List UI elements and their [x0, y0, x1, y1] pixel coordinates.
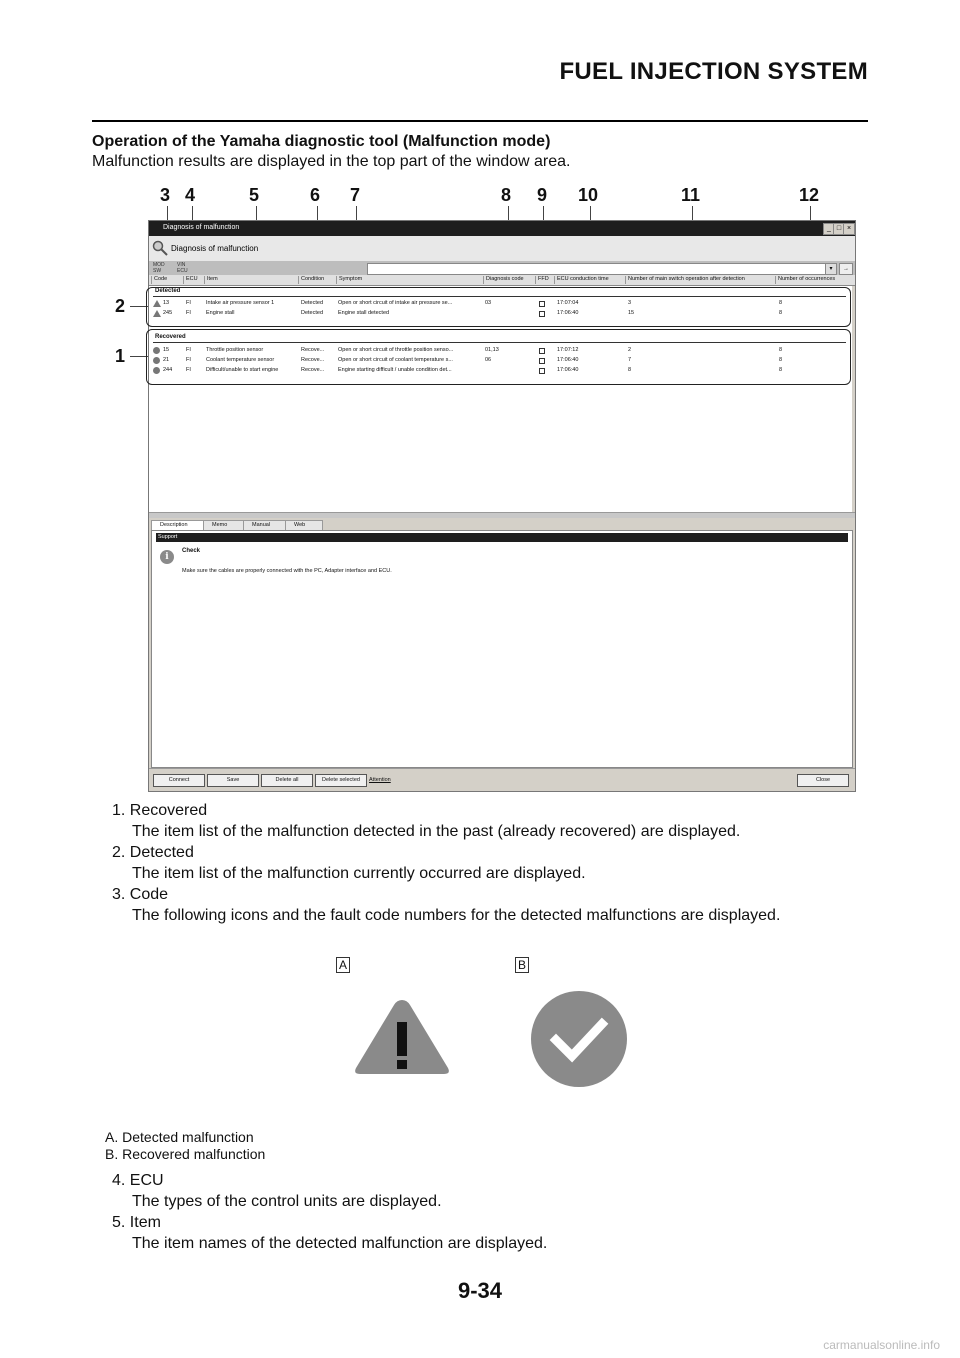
button-bar — [149, 768, 855, 791]
col-ecu[interactable]: ECU — [183, 276, 198, 284]
cell-code: 245 — [163, 310, 173, 316]
legend-a: A. Detected malfunction — [105, 1129, 254, 1145]
window-title: Diagnosis of malfunction — [163, 224, 240, 231]
callout-3: 3 — [160, 185, 171, 205]
filter-combo[interactable] — [367, 263, 837, 275]
cell-switch-count: 8 — [628, 367, 632, 373]
icon-legend — [105, 1129, 265, 1163]
info-line: VIN — [177, 262, 186, 268]
cell-occurrences: 8 — [779, 367, 783, 373]
check-circle-icon — [530, 990, 628, 1088]
callout-1: 1 — [115, 346, 126, 366]
cell-ecu: FI — [186, 310, 191, 316]
recovered-group-label: Recovered — [155, 334, 186, 340]
cell-item: Throttle position sensor — [206, 347, 264, 353]
cell-item: Coolant temperature sensor — [206, 357, 275, 363]
list-item-desc: The following icons and the fault code numbers for the detected malfunctions are displayed. — [132, 907, 781, 924]
tab-description[interactable]: Description — [151, 520, 207, 530]
cell-code: 15 — [163, 347, 170, 353]
callout-12: 12 — [799, 185, 820, 205]
chevron-down-icon[interactable]: ▾ — [825, 263, 837, 275]
cell-condition: Recove... — [301, 357, 325, 363]
list-item: 5. Item — [112, 1214, 161, 1231]
cell-diagnosis-code: 01,13 — [485, 347, 499, 353]
cell-time: 17:07:04 — [557, 300, 579, 306]
cell-switch-count: 7 — [628, 357, 632, 363]
cell-symptom: Engine stall detected — [338, 310, 390, 316]
tab-web[interactable]: Web — [285, 520, 323, 530]
col-code[interactable]: Code — [151, 276, 167, 284]
window-titlebar — [149, 221, 855, 236]
col-condition[interactable]: Condition — [298, 276, 324, 284]
cell-time: 17:06:40 — [557, 357, 579, 363]
cell-time: 17:06:40 — [557, 367, 579, 373]
cell-occurrences: 8 — [779, 300, 783, 306]
cell-condition: Detected — [301, 310, 324, 316]
cell-code: 244 — [163, 367, 173, 373]
callout-2: 2 — [115, 296, 126, 316]
cell-symptom: Open or short circuit of coolant temperature s... — [338, 357, 453, 363]
col-item[interactable]: Item — [204, 276, 218, 284]
cell-occurrences: 8 — [779, 347, 783, 353]
page-header-title: FUEL INJECTION SYSTEM — [559, 58, 868, 85]
cell-symptom: Engine starting difficult / unable condition det... — [338, 367, 452, 373]
tab-memo[interactable]: Memo — [203, 520, 249, 530]
cell-switch-count: 2 — [628, 347, 632, 353]
magnifier-icon — [152, 240, 168, 256]
cell-ecu: FI — [186, 357, 191, 363]
description-list — [112, 800, 872, 926]
cell-item: Intake air pressure sensor 1 — [206, 300, 275, 306]
col-ecu-conduction-time[interactable]: ECU conduction time — [554, 276, 609, 284]
list-item-desc: The item list of the malfunction detected in the past (already recovered) are displayed. — [132, 823, 741, 840]
column-headers — [149, 275, 855, 286]
check-text: Make sure the cables are properly connected with the PC, Adapter interface and ECU. — [182, 568, 392, 574]
callout-4: 4 — [185, 185, 196, 205]
warning-icon — [351, 994, 453, 1080]
col-diagnosis-code[interactable]: Diagnosis code — [483, 276, 524, 284]
close-window-button[interactable]: × — [843, 223, 855, 235]
support-pane — [151, 530, 853, 768]
description-list-continued — [112, 1170, 872, 1254]
cell-ecu: FI — [186, 300, 191, 306]
label-a: A — [336, 957, 350, 973]
cell-symptom: Open or short circuit of intake air pressure se... — [338, 300, 453, 306]
page-number: 9-34 — [457, 1278, 503, 1303]
legend-b: B. Recovered malfunction — [105, 1146, 266, 1162]
list-item: 4. ECU — [112, 1172, 164, 1189]
cell-switch-count: 3 — [628, 300, 632, 306]
section-intro: Malfunction results are displayed in the top part of the window area. — [92, 153, 571, 170]
col-symptom[interactable]: Symptom — [336, 276, 362, 284]
info-line: ECU — [177, 268, 188, 274]
callout-10: 10 — [578, 185, 599, 205]
detected-group-label: Detected — [155, 288, 181, 294]
cell-item: Engine stall — [206, 310, 235, 316]
connect-button[interactable]: Connect — [153, 774, 205, 787]
delete-selected-button[interactable]: Delete selected — [315, 774, 367, 787]
cell-code: 21 — [163, 357, 170, 363]
col-occurrences[interactable]: Number of occurrences — [775, 276, 835, 284]
callout-5: 5 — [249, 185, 260, 205]
label-b: B — [515, 957, 529, 973]
callout-11: 11 — [681, 185, 701, 205]
watermark: carmanualsonline.info — [823, 1338, 940, 1352]
callout-9: 9 — [537, 185, 548, 205]
list-item-desc: The item names of the detected malfunction are displayed. — [132, 1235, 548, 1252]
info-icon: i — [160, 550, 174, 564]
maximize-button[interactable]: □ — [833, 223, 845, 235]
cell-occurrences: 8 — [779, 310, 783, 316]
cell-item: Difficult/unable to start engine — [206, 367, 279, 373]
close-button[interactable]: Close — [797, 774, 849, 787]
support-bar: Support — [156, 533, 848, 542]
col-main-switch-count[interactable]: Number of main switch operation after detection — [625, 276, 745, 284]
window-header-label: Diagnosis of malfunction — [171, 244, 259, 253]
cell-ecu: FI — [186, 367, 191, 373]
delete-all-button[interactable]: Delete all — [261, 774, 313, 787]
window-header — [149, 236, 855, 261]
col-ffd[interactable]: FFD — [535, 276, 549, 284]
cell-condition: Detected — [301, 300, 324, 306]
list-item-desc: The item list of the malfunction currently occurred are displayed. — [132, 865, 586, 882]
save-button[interactable]: Save — [207, 774, 259, 787]
cell-diagnosis-code: 03 — [485, 300, 492, 306]
list-item: 2. Detected — [112, 844, 194, 861]
check-title: Check — [182, 548, 201, 554]
callout-7: 7 — [350, 185, 361, 205]
cell-ecu: FI — [186, 347, 191, 353]
callout-6: 6 — [310, 185, 321, 205]
detected-frame — [146, 287, 851, 327]
tab-strip — [149, 518, 855, 530]
list-item-desc: The types of the control units are displayed. — [132, 1193, 442, 1210]
header-rule — [92, 120, 868, 122]
cell-time: 17:06:40 — [557, 310, 579, 316]
cell-symptom: Open or short circuit of throttle position senso... — [338, 347, 454, 353]
cell-condition: Recove... — [301, 367, 325, 373]
list-item: 1. Recovered — [112, 802, 208, 819]
tab-manual[interactable]: Manual — [243, 520, 291, 530]
recovered-frame — [146, 329, 851, 385]
go-arrow-button[interactable]: → — [839, 263, 853, 275]
attention-link[interactable]: Attention — [369, 777, 391, 783]
minimize-button[interactable]: _ — [823, 223, 835, 235]
callout-8: 8 — [501, 185, 512, 205]
info-line: SW — [153, 268, 162, 274]
cell-switch-count: 15 — [628, 310, 635, 316]
cell-code: 13 — [163, 300, 170, 306]
cell-time: 17:07:12 — [557, 347, 579, 353]
section-title: Operation of the Yamaha diagnostic tool (Malfunction mode) — [92, 133, 551, 150]
info-line: MOD — [153, 262, 165, 268]
cell-diagnosis-code: 06 — [485, 357, 492, 363]
cell-occurrences: 8 — [779, 357, 783, 363]
list-item: 3. Code — [112, 886, 169, 903]
cell-condition: Recove... — [301, 347, 325, 353]
